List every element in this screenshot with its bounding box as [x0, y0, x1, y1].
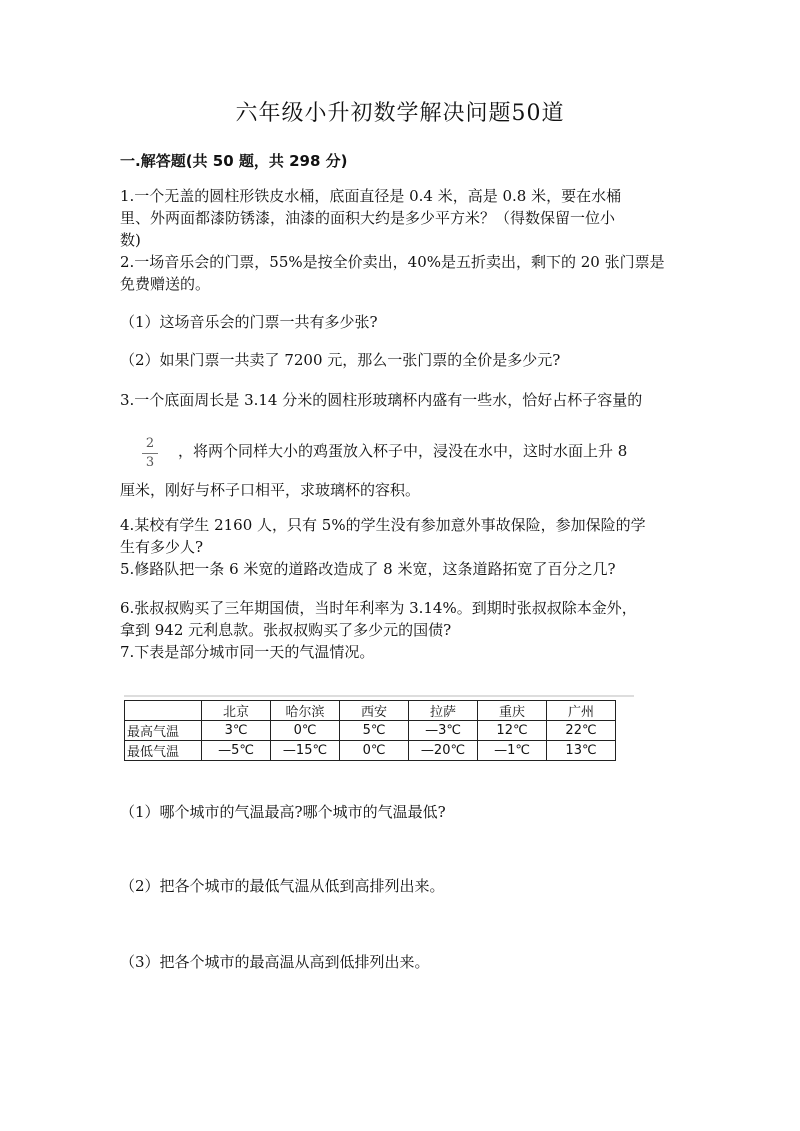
section-header: 一.解答题(共 50 题，共 298 分)	[120, 152, 348, 170]
table-cell: 12℃	[478, 721, 547, 741]
table-cell: 0℃	[340, 741, 409, 761]
table-cell: 最高气温	[125, 721, 202, 741]
table-row	[125, 721, 616, 741]
q4-line1: 4.某校有学生 2160 人，只有 5%的学生没有参加意外事故保险，参加保险的学	[120, 516, 646, 534]
q1-line1: 1.一个无盖的圆柱形铁皮水桶，底面直径是 0.4 米，高是 0.8 米，要在水桶	[120, 187, 622, 205]
q6-line2: 拿到 942 元利息款。张叔叔购买了多少元的国债?	[120, 621, 452, 639]
fraction-denominator: 3	[145, 455, 155, 470]
fraction-two-thirds	[140, 436, 160, 471]
table-header-cell	[125, 701, 202, 721]
q7-sub2: （2）把各个城市的最低气温从低到高排列出来。	[120, 877, 445, 895]
table-cell: 13℃	[547, 741, 616, 761]
q2-sub1: （1）这场音乐会的门票一共有多少张?	[120, 313, 378, 331]
table-header-cell: 广州	[547, 701, 616, 721]
temperature-table	[124, 700, 616, 761]
page-title: 六年级小升初数学解决问题50道	[235, 101, 565, 126]
q4-line2: 生有多少人?	[120, 538, 204, 556]
table-cell: —15℃	[271, 741, 340, 761]
q3-line3: 厘米，刚好与杯子口相平，求玻璃杯的容积。	[120, 481, 421, 499]
q2-sub2: （2）如果门票一共卖了 7200 元，那么一张门票的全价是多少元?	[120, 351, 561, 369]
table-header-cell: 北京	[202, 701, 271, 721]
q7-sub3: （3）把各个城市的最高温从高到低排列出来。	[120, 953, 430, 971]
table-row	[125, 741, 616, 761]
table-cell: —5℃	[202, 741, 271, 761]
q5-text: 5.修路队把一条 6 米宽的道路改造成了 8 米宽，这条道路拓宽了百分之几?	[120, 560, 616, 578]
table-cell: 0℃	[271, 721, 340, 741]
table-shadow	[124, 695, 634, 697]
q6-line1: 6.张叔叔购买了三年期国债，当时年利率为 3.14%。到期时张叔叔除本金外，	[120, 599, 637, 617]
table-header-row	[125, 701, 616, 721]
q7-sub1: （1）哪个城市的气温最高?哪个城市的气温最低?	[120, 803, 446, 821]
table-cell: 最低气温	[125, 741, 202, 761]
table-header-cell: 哈尔滨	[271, 701, 340, 721]
q3-line1: 3.一个底面周长是 3.14 分米的圆柱形玻璃杯内盛有一些水，恰好占杯子容量的	[120, 391, 643, 409]
q7-line1: 7.下表是部分城市同一天的气温情况。	[120, 643, 375, 661]
table-header-cell: 拉萨	[409, 701, 478, 721]
table-cell: 3℃	[202, 721, 271, 741]
table-header-cell: 西安	[340, 701, 409, 721]
q2-line1: 2.一场音乐会的门票，55%是按全价卖出，40%是五折卖出，剩下的 20 张门票是	[120, 253, 665, 271]
q1-line2: 里、外两面都漆防锈漆，油漆的面积大约是多少平方米？（得数保留一位小	[120, 209, 616, 227]
table-cell: —1℃	[478, 741, 547, 761]
table-cell: —3℃	[409, 721, 478, 741]
fraction-numerator: 2	[145, 436, 155, 451]
fraction-bar	[142, 453, 158, 454]
table-cell: 22℃	[547, 721, 616, 741]
q1-line3: 数)	[120, 231, 141, 249]
table-header-cell: 重庆	[478, 701, 547, 721]
table-cell: —20℃	[409, 741, 478, 761]
q3-line2: ，将两个同样大小的鸡蛋放入杯子中，浸没在水中，这时水面上升 8	[178, 442, 628, 460]
q2-line2: 免费赠送的。	[120, 275, 211, 293]
table-cell: 5℃	[340, 721, 409, 741]
